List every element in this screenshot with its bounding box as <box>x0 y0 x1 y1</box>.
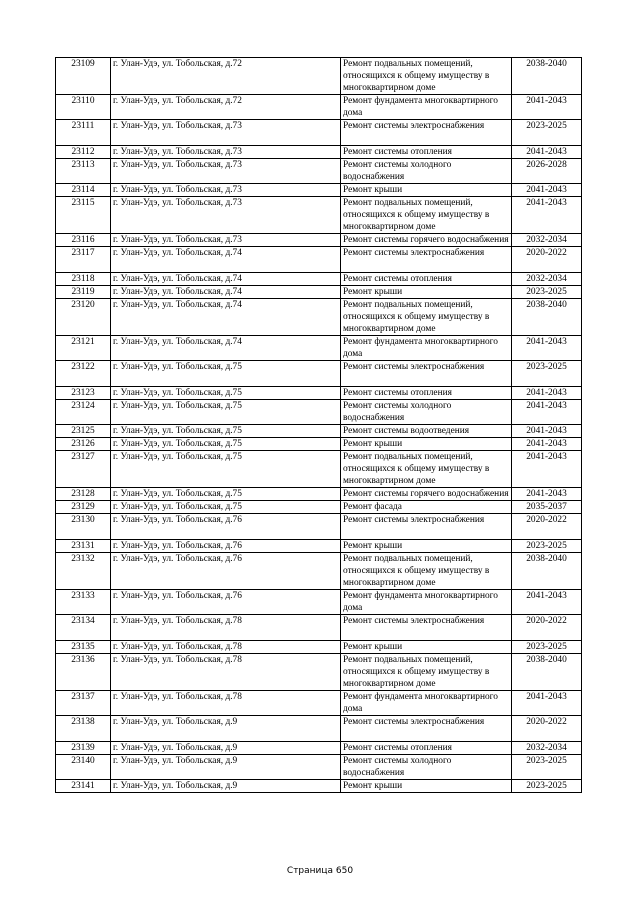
cell-id: 23117 <box>56 247 111 273</box>
cell-address: г. Улан-Удэ, ул. Тобольская, д.75 <box>111 501 341 514</box>
cell-address: г. Улан-Удэ, ул. Тобольская, д.74 <box>111 247 341 273</box>
table-row <box>56 120 582 146</box>
cell-years: 2035-2037 <box>512 501 582 514</box>
cell-years: 2032-2034 <box>512 273 582 286</box>
cell-id: 23114 <box>56 184 111 197</box>
cell-years: 2020-2022 <box>512 247 582 273</box>
table-row <box>56 146 582 159</box>
cell-id: 23138 <box>56 716 111 742</box>
cell-id: 23131 <box>56 540 111 553</box>
cell-address: г. Улан-Удэ, ул. Тобольская, д.78 <box>111 654 341 691</box>
table-row <box>56 299 582 336</box>
cell-years: 2041-2043 <box>512 438 582 451</box>
cell-years: 2032-2034 <box>512 742 582 755</box>
table-row <box>56 58 582 95</box>
cell-id: 23126 <box>56 438 111 451</box>
cell-id: 23140 <box>56 755 111 780</box>
cell-id: 23124 <box>56 400 111 425</box>
cell-address: г. Улан-Удэ, ул. Тобольская, д.74 <box>111 336 341 361</box>
cell-id: 23128 <box>56 488 111 501</box>
cell-address: г. Улан-Удэ, ул. Тобольская, д.73 <box>111 234 341 247</box>
table-row <box>56 615 582 641</box>
table-row <box>56 247 582 273</box>
cell-id: 23132 <box>56 553 111 590</box>
table-row <box>56 540 582 553</box>
cell-work: Ремонт системы электроснабжения <box>341 716 512 742</box>
cell-address: г. Улан-Удэ, ул. Тобольская, д.73 <box>111 120 341 146</box>
table-row <box>56 336 582 361</box>
cell-work: Ремонт фундамента многоквартирного дома <box>341 691 512 716</box>
cell-id: 23122 <box>56 361 111 387</box>
table-row <box>56 425 582 438</box>
cell-address: г. Улан-Удэ, ул. Тобольская, д.75 <box>111 361 341 387</box>
cell-work: Ремонт системы отопления <box>341 387 512 400</box>
table-row <box>56 184 582 197</box>
cell-work: Ремонт крыши <box>341 780 512 793</box>
cell-address: г. Улан-Удэ, ул. Тобольская, д.76 <box>111 540 341 553</box>
table-body <box>56 58 582 793</box>
cell-id: 23125 <box>56 425 111 438</box>
cell-address: г. Улан-Удэ, ул. Тобольская, д.73 <box>111 146 341 159</box>
cell-address: г. Улан-Удэ, ул. Тобольская, д.78 <box>111 691 341 716</box>
cell-id: 23136 <box>56 654 111 691</box>
cell-years: 2041-2043 <box>512 451 582 488</box>
cell-address: г. Улан-Удэ, ул. Тобольская, д.76 <box>111 553 341 590</box>
cell-work: Ремонт фундамента многоквартирного дома <box>341 590 512 615</box>
cell-years: 2023-2025 <box>512 120 582 146</box>
cell-work: Ремонт системы холодного водоснабжения <box>341 755 512 780</box>
cell-id: 23112 <box>56 146 111 159</box>
cell-address: г. Улан-Удэ, ул. Тобольская, д.9 <box>111 742 341 755</box>
cell-id: 23119 <box>56 286 111 299</box>
cell-address: г. Улан-Удэ, ул. Тобольская, д.76 <box>111 514 341 540</box>
cell-address: г. Улан-Удэ, ул. Тобольская, д.9 <box>111 780 341 793</box>
table-row <box>56 553 582 590</box>
table-row <box>56 234 582 247</box>
table-row <box>56 286 582 299</box>
cell-years: 2041-2043 <box>512 95 582 120</box>
cell-address: г. Улан-Удэ, ул. Тобольская, д.78 <box>111 615 341 641</box>
table-row <box>56 716 582 742</box>
cell-years: 2041-2043 <box>512 146 582 159</box>
cell-id: 23113 <box>56 159 111 184</box>
cell-years: 2023-2025 <box>512 755 582 780</box>
cell-work: Ремонт подвальных помещений, относящихся к общему имуществу в многоквартирном доме <box>341 451 512 488</box>
cell-id: 23109 <box>56 58 111 95</box>
cell-id: 23115 <box>56 197 111 234</box>
cell-years: 2020-2022 <box>512 615 582 641</box>
cell-years: 2041-2043 <box>512 488 582 501</box>
table-row <box>56 273 582 286</box>
table-row <box>56 641 582 654</box>
cell-years: 2023-2025 <box>512 540 582 553</box>
cell-id: 23127 <box>56 451 111 488</box>
table-row <box>56 159 582 184</box>
cell-work: Ремонт системы водоотведения <box>341 425 512 438</box>
table-row <box>56 514 582 540</box>
cell-address: г. Улан-Удэ, ул. Тобольская, д.78 <box>111 641 341 654</box>
cell-work: Ремонт системы горячего водоснабжения <box>341 234 512 247</box>
cell-address: г. Улан-Удэ, ул. Тобольская, д.73 <box>111 197 341 234</box>
table-row <box>56 780 582 793</box>
cell-years: 2038-2040 <box>512 654 582 691</box>
cell-work: Ремонт системы отопления <box>341 146 512 159</box>
cell-id: 23129 <box>56 501 111 514</box>
cell-years: 2023-2025 <box>512 641 582 654</box>
table-row <box>56 590 582 615</box>
cell-id: 23118 <box>56 273 111 286</box>
cell-years: 2041-2043 <box>512 400 582 425</box>
cell-years: 2041-2043 <box>512 590 582 615</box>
cell-address: г. Улан-Удэ, ул. Тобольская, д.9 <box>111 716 341 742</box>
cell-address: г. Улан-Удэ, ул. Тобольская, д.75 <box>111 451 341 488</box>
cell-id: 23110 <box>56 95 111 120</box>
cell-address: г. Улан-Удэ, ул. Тобольская, д.74 <box>111 299 341 336</box>
cell-id: 23134 <box>56 615 111 641</box>
cell-work: Ремонт системы электроснабжения <box>341 615 512 641</box>
cell-id: 23139 <box>56 742 111 755</box>
cell-work: Ремонт крыши <box>341 641 512 654</box>
cell-address: г. Улан-Удэ, ул. Тобольская, д.73 <box>111 159 341 184</box>
cell-id: 23137 <box>56 691 111 716</box>
cell-work: Ремонт системы электроснабжения <box>341 247 512 273</box>
cell-years: 2020-2022 <box>512 514 582 540</box>
cell-work: Ремонт системы отопления <box>341 273 512 286</box>
cell-years: 2041-2043 <box>512 425 582 438</box>
cell-work: Ремонт фундамента многоквартирного дома <box>341 95 512 120</box>
cell-address: г. Улан-Удэ, ул. Тобольская, д.75 <box>111 387 341 400</box>
cell-id: 23120 <box>56 299 111 336</box>
cell-id: 23121 <box>56 336 111 361</box>
table-row <box>56 654 582 691</box>
cell-work: Ремонт подвальных помещений, относящихся к общему имуществу в многоквартирном доме <box>341 299 512 336</box>
table-row <box>56 501 582 514</box>
cell-id: 23130 <box>56 514 111 540</box>
cell-work: Ремонт подвальных помещений, относящихся к общему имуществу в многоквартирном доме <box>341 654 512 691</box>
table-row <box>56 488 582 501</box>
cell-address: г. Улан-Удэ, ул. Тобольская, д.75 <box>111 438 341 451</box>
cell-years: 2023-2025 <box>512 286 582 299</box>
page-number: Страница 650 <box>286 866 354 876</box>
cell-work: Ремонт системы горячего водоснабжения <box>341 488 512 501</box>
cell-id: 23135 <box>56 641 111 654</box>
cell-address: г. Улан-Удэ, ул. Тобольская, д.9 <box>111 755 341 780</box>
table-row <box>56 438 582 451</box>
cell-address: г. Улан-Удэ, ул. Тобольская, д.74 <box>111 273 341 286</box>
table-row <box>56 451 582 488</box>
cell-id: 23116 <box>56 234 111 247</box>
cell-work: Ремонт фасада <box>341 501 512 514</box>
table-row <box>56 197 582 234</box>
table-row <box>56 691 582 716</box>
repair-schedule-table <box>55 57 582 793</box>
cell-work: Ремонт системы холодного водоснабжения <box>341 159 512 184</box>
cell-work: Ремонт крыши <box>341 438 512 451</box>
cell-years: 2041-2043 <box>512 691 582 716</box>
cell-years: 2023-2025 <box>512 361 582 387</box>
table-row <box>56 95 582 120</box>
cell-id: 23123 <box>56 387 111 400</box>
cell-years: 2026-2028 <box>512 159 582 184</box>
table-row <box>56 361 582 387</box>
cell-years: 2038-2040 <box>512 553 582 590</box>
cell-years: 2041-2043 <box>512 197 582 234</box>
cell-address: г. Улан-Удэ, ул. Тобольская, д.76 <box>111 590 341 615</box>
cell-work: Ремонт системы холодного водоснабжения <box>341 400 512 425</box>
cell-id: 23141 <box>56 780 111 793</box>
cell-years: 2041-2043 <box>512 184 582 197</box>
cell-years: 2023-2025 <box>512 780 582 793</box>
table-row <box>56 387 582 400</box>
cell-address: г. Улан-Удэ, ул. Тобольская, д.75 <box>111 488 341 501</box>
table-row <box>56 755 582 780</box>
cell-address: г. Улан-Удэ, ул. Тобольская, д.73 <box>111 184 341 197</box>
cell-years: 2038-2040 <box>512 299 582 336</box>
cell-address: г. Улан-Удэ, ул. Тобольская, д.75 <box>111 400 341 425</box>
cell-work: Ремонт системы электроснабжения <box>341 361 512 387</box>
cell-work: Ремонт подвальных помещений, относящихся к общему имуществу в многоквартирном доме <box>341 197 512 234</box>
cell-work: Ремонт крыши <box>341 540 512 553</box>
cell-address: г. Улан-Удэ, ул. Тобольская, д.72 <box>111 58 341 95</box>
cell-years: 2041-2043 <box>512 387 582 400</box>
table-row <box>56 400 582 425</box>
cell-id: 23111 <box>56 120 111 146</box>
cell-work: Ремонт системы отопления <box>341 742 512 755</box>
cell-work: Ремонт крыши <box>341 286 512 299</box>
cell-work: Ремонт системы электроснабжения <box>341 120 512 146</box>
cell-years: 2020-2022 <box>512 716 582 742</box>
cell-years: 2041-2043 <box>512 336 582 361</box>
cell-years: 2038-2040 <box>512 58 582 95</box>
table-row <box>56 742 582 755</box>
cell-address: г. Улан-Удэ, ул. Тобольская, д.74 <box>111 286 341 299</box>
cell-work: Ремонт подвальных помещений, относящихся к общему имуществу в многоквартирном доме <box>341 553 512 590</box>
cell-work: Ремонт подвальных помещений, относящихся к общему имуществу в многоквартирном доме <box>341 58 512 95</box>
cell-id: 23133 <box>56 590 111 615</box>
cell-address: г. Улан-Удэ, ул. Тобольская, д.75 <box>111 425 341 438</box>
cell-work: Ремонт крыши <box>341 184 512 197</box>
cell-years: 2032-2034 <box>512 234 582 247</box>
cell-address: г. Улан-Удэ, ул. Тобольская, д.72 <box>111 95 341 120</box>
cell-work: Ремонт фундамента многоквартирного дома <box>341 336 512 361</box>
cell-work: Ремонт системы электроснабжения <box>341 514 512 540</box>
